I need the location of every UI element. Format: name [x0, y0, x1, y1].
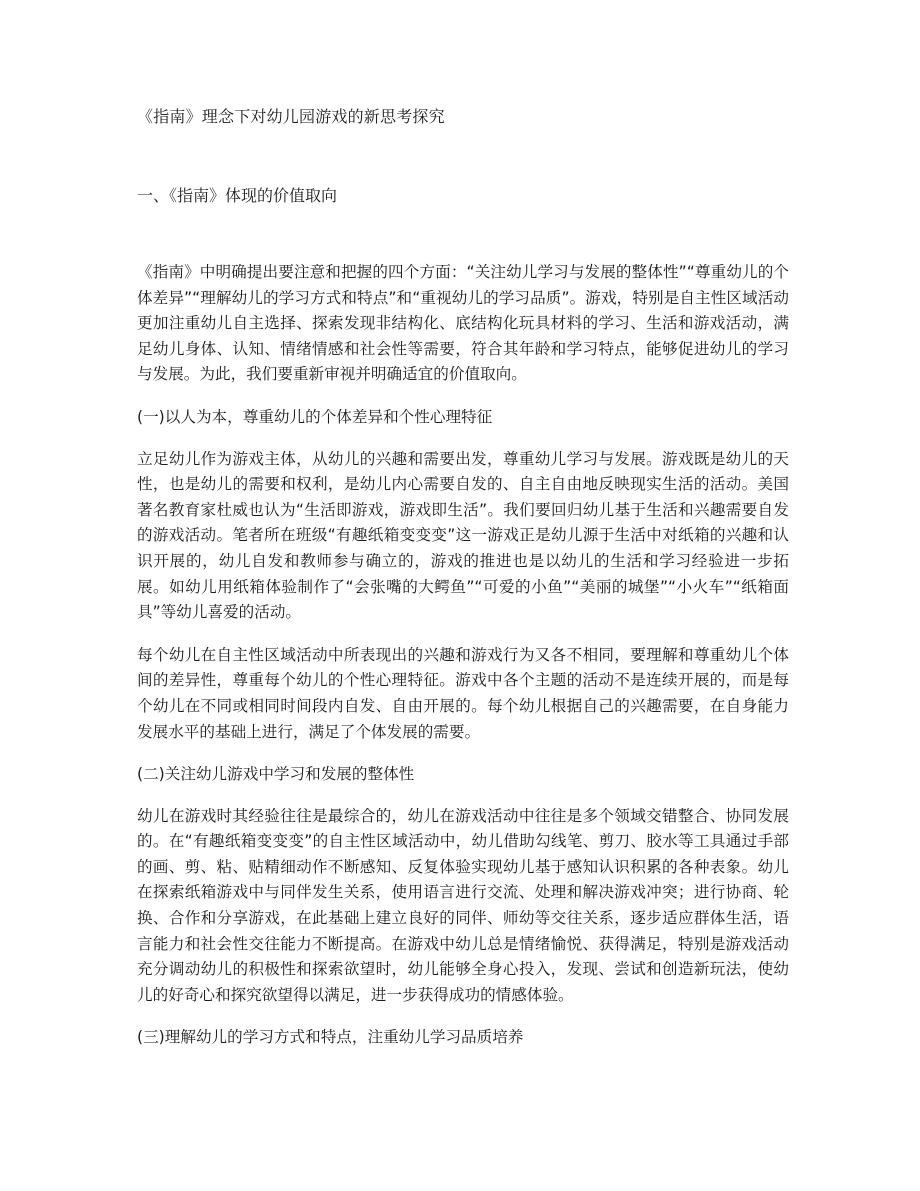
subsection-heading-1: (一)以人为本，尊重幼儿的个体差异和个性心理特征	[137, 407, 493, 426]
subsection-1-paragraph-1: 立足幼儿作为游戏主体，从幼儿的兴趣和需要出发，尊重幼儿学习与发展。游戏既是幼儿的天性，也是幼儿的需要和权利，是幼儿内心需要自发的、自主自由地反映现实生活的活动。美国著名教育家杜威也认为“生活即游戏，游戏即生活”。我们要回归幼儿基于生活和兴趣需要自发的游戏活动。笔者所在班级“有趣纸箱变变变”这一游戏正是幼儿源于生活中对纸箱的兴趣和认识开展的，幼儿自发和教师参与确立的，游戏的推进也是以幼儿的生活和学习经验进一步拓展。如幼儿用纸箱体验制作了“会张嘴的大鳄鱼”“可爱的小鱼”“美丽的城堡”“小火车”“纸箱面具”等幼儿喜爱的活动。	[137, 449, 789, 622]
subsection-heading-3: (三)理解幼儿的学习方式和特点，注重幼儿学习品质培养	[137, 1028, 524, 1047]
subsection-heading-2: (二)关注幼儿游戏中学习和发展的整体性	[137, 765, 415, 784]
subsection-1-paragraph-2: 每个幼儿在自主性区域活动中所表现出的兴趣和游戏行为又各不相同，要理解和尊重幼儿个体间的差异性，尊重每个幼儿的个性心理特征。游戏中各个主题的活动不是连续开展的，而是每个幼儿在不同或相同时间段内自发、自由开展的。每个幼儿根据自己的兴趣需要，在自身能力发展水平的基础上进行，满足了个体发展的需要。	[137, 645, 789, 741]
document-title: 《指南》理念下对幼儿园游戏的新思考探究	[137, 107, 445, 126]
section-heading: 一、《指南》体现的价值取向	[137, 186, 338, 205]
document-body	[137, 260, 789, 1067]
intro-paragraph: 《指南》中明确提出要注意和把握的四个方面：“关注幼儿学习与发展的整体性”“尊重幼儿的个体差异”“理解幼儿的学习方式和特点”和“重视幼儿的学习品质”。游戏，特别是自主性区域活动更加注重幼儿自主选择、探索发现非结构化、底结构化玩具材料的学习、生活和游戏活动，满足幼儿身体、认知、情绪情感和社会性等需要，符合其年龄和学习特点，能够促进幼儿的学习与发展。为此，我们要重新审视并明确适宜的价值取向。	[137, 263, 789, 384]
subsection-2-paragraph-1: 幼儿在游戏时其经验往往是最综合的，幼儿在游戏活动中往往是多个领域交错整合、协同发展的。在“有趣纸箱变变变”的自主性区域活动中，幼儿借助勾线笔、剪刀、胶水等工具通过手部的画、剪、粘、贴精细动作不断感知、反复体验实现幼儿基于感知认识积累的各种表象。幼儿在探索纸箱游戏中与同伴发生关系，使用语言进行交流、处理和解决游戏冲突；进行协商、轮换、合作和分享游戏，在此基础上建立良好的同伴、师幼等交往关系，逐步适应群体生活，语言能力和社会性交往能力不断提高。在游戏中幼儿总是情绪愉悦、获得满足，特别是游戏活动充分调动幼儿的积极性和探索欲望时，幼儿能够全身心投入，发现、尝试和创造新玩法，使幼儿的好奇心和探究欲望得以满足，进一步获得成功的情感体验。	[137, 806, 789, 1004]
